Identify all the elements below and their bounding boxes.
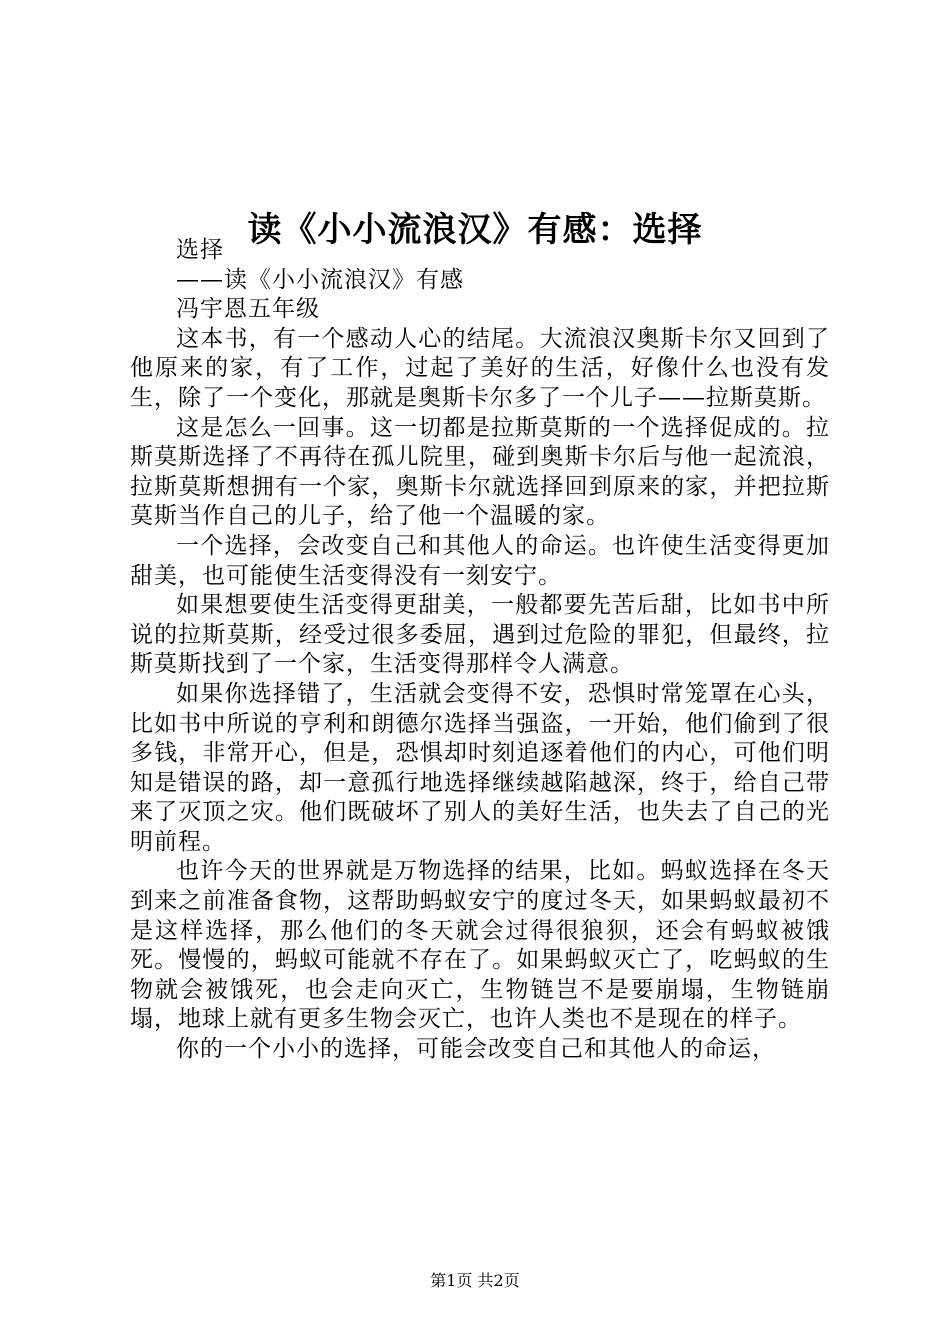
body-paragraph: 一个选择，会改变自己和其他人的命运。也许使生活变得更加甜美，也可能使生活变得没有一刻安宁。 <box>130 532 830 589</box>
body-paragraph: 这本书，有一个感动人心的结尾。大流浪汉奥斯卡尔又回到了他原来的家，有了工作，过起了美好的生活，好像什么也没有发生，除了一个变化，那就是奥斯卡尔多了一个儿子——拉斯莫斯。 <box>130 325 830 411</box>
body-paragraph: 你的一个小小的选择，可能会改变自己和其他人的命运， <box>176 1036 776 1063</box>
subtitle-line: ——读《小小流浪汉》有感 <box>176 266 464 293</box>
body-paragraph: 如果你选择错了，生活就会变得不安，恐惧时常笼罩在心头，比如书中所说的亨利和朗德尔选择当强盗，一开始，他们偷到了很多钱，非常开心，但是，恐惧却时刻追逐着他们的内心，可他们明知是错误的路，却一意孤行地选择继续越陷越深，终于，给自己带来了灭顶之灾。他们既破坏了别人的美好生活，也失去了自己的光明前程。 <box>130 680 830 855</box>
body-paragraph: 如果想要使生活变得更甜美，一般都要先苦后甜，比如书中所说的拉斯莫斯，经受过很多委屈，遇到过危险的罪犯，但最终，拉斯莫斯找到了一个家，生活变得那样令人满意。 <box>130 592 830 678</box>
document-title: 读《小小流浪汉》有感：选择 <box>247 209 703 250</box>
author-line: 冯宇恩五年级 <box>176 296 320 323</box>
subtitle-line: 选择 <box>176 237 224 263</box>
body-paragraph: 这是怎么一回事。这一切都是拉斯莫斯的一个选择促成的。拉斯莫斯选择了不再待在孤儿院里，碰到奥斯卡尔后与他一起流浪，拉斯莫斯想拥有一个家，奥斯卡尔就选择回到原来的家，并把拉斯莫斯当作自己的儿子，给了他一个温暖的家。 <box>130 414 830 530</box>
body-paragraph: 也许今天的世界就是万物选择的结果，比如。蚂蚁选择在冬天到来之前准备食物，这帮助蚂蚁安宁的度过冬天，如果蚂蚁最初不是这样选择，那么他们的冬天就会过得很狼狈，还会有蚂蚁被饿死。慢慢的，蚂蚁可能就不存在了。如果蚂蚁灭亡了，吃蚂蚁的生物就会被饿死，也会走向灭亡，生物链岂不是要崩塌，生物链崩塌，地球上就有更多生物会灭亡，也许人类也不是现在的样子。 <box>130 858 830 1033</box>
document-body <box>130 236 830 1065</box>
page-number: 第1页 共2页 <box>430 1271 520 1290</box>
